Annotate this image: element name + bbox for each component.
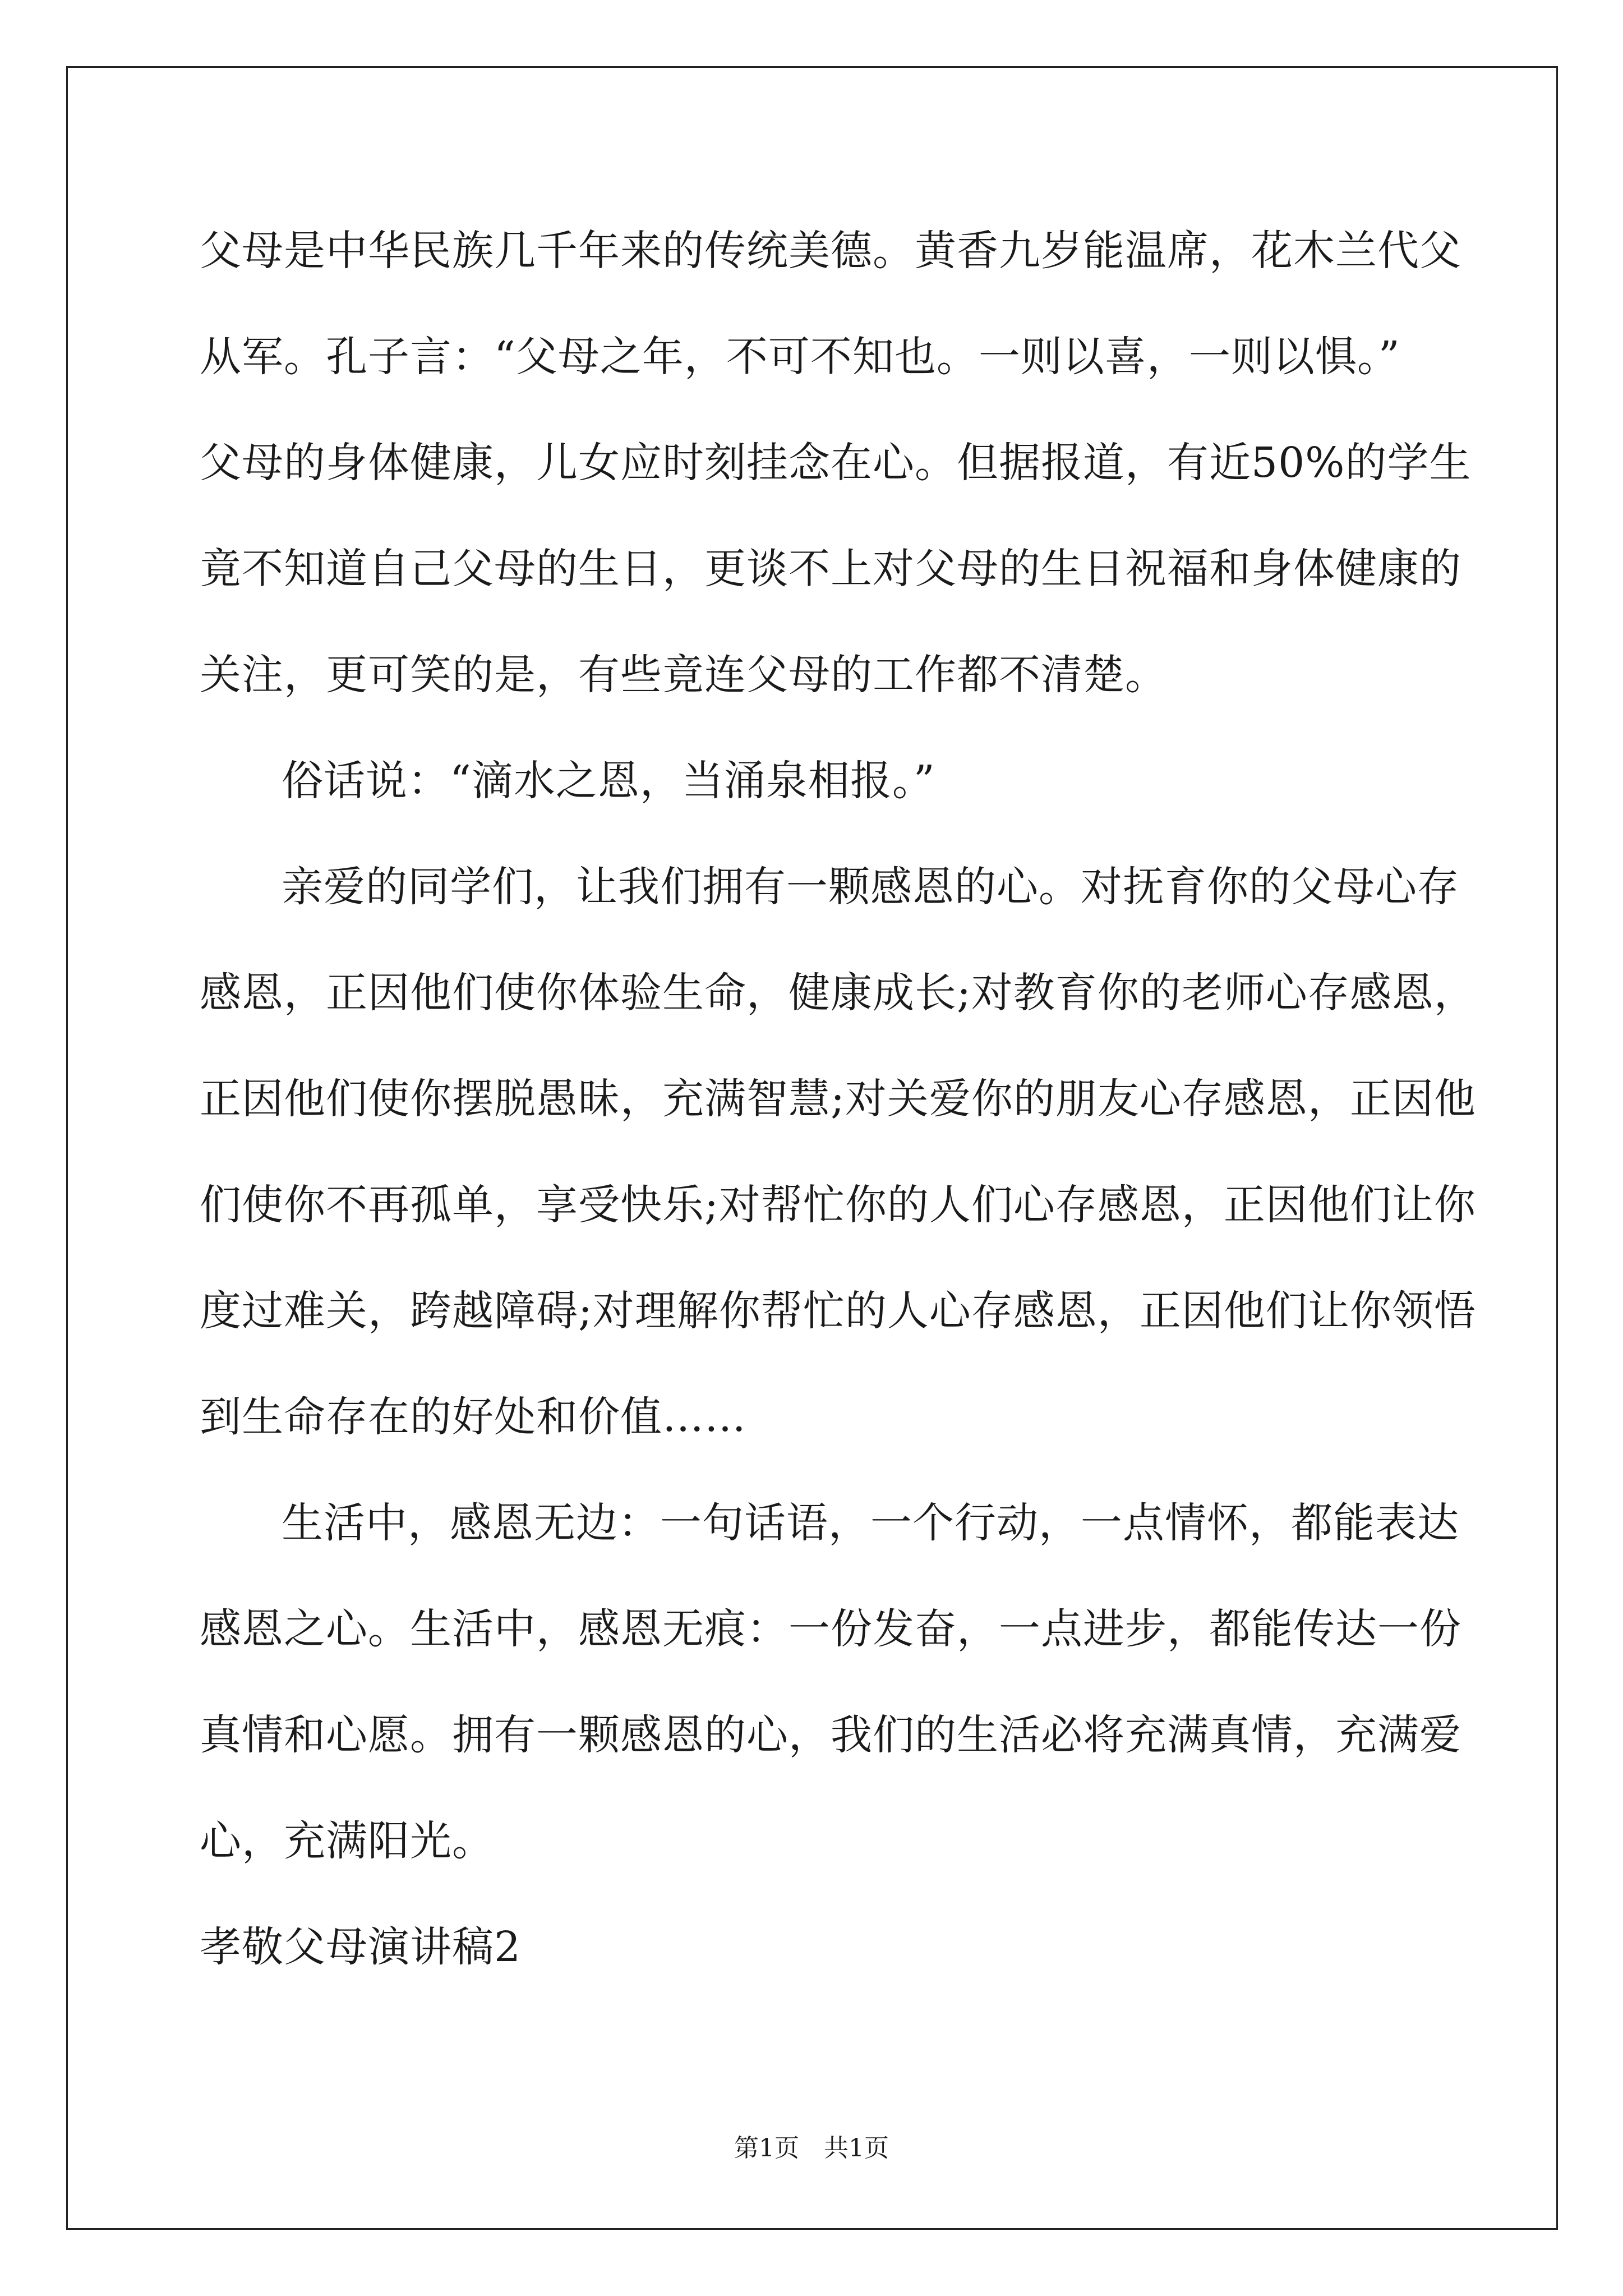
page-frame (66, 66, 1558, 2230)
text-line-11: 度过难关，跨越障碍;对理解你帮忙的人心存感恩，正因他们让你领悟 (200, 1287, 1476, 1335)
text-line-12: 到生命存在的好处和价值…… (200, 1393, 746, 1441)
section-title: 孝敬父母演讲稿2 (200, 1923, 522, 1971)
text-line-7: 亲爱的同学们，让我们拥有一颗感恩的心。对抚育你的父母心存 (282, 863, 1459, 911)
text-line-16: 心，充满阳光。 (200, 1817, 494, 1865)
text-line-10: 们使你不再孤单，享受快乐;对帮忙你的人们心存感恩，正因他们让你 (200, 1181, 1476, 1229)
text-line-15: 真情和心愿。拥有一颗感恩的心，我们的生活必将充满真情，充满爱 (200, 1711, 1461, 1759)
text-line-6: 俗话说：“滴水之恩，当涌泉相报。” (282, 757, 935, 805)
text-line-3: 父母的身体健康，儿女应时刻挂念在心。但据报道，有近50%的学生 (200, 439, 1472, 487)
text-line-4: 竟不知道自己父母的生日，更谈不上对父母的生日祝福和身体健康的 (200, 545, 1461, 593)
text-line-8: 感恩，正因他们使你体验生命，健康成长;对教育你的老师心存感恩， (200, 969, 1476, 1017)
text-line-2: 从军。孔子言：“父母之年，不可不知也。一则以喜，一则以惧。” (200, 333, 1400, 381)
text-line-9: 正因他们使你摆脱愚昧，充满智慧;对关爱你的朋友心存感恩，正因他 (200, 1075, 1476, 1123)
text-line-14: 感恩之心。生活中，感恩无痕：一份发奋，一点进步，都能传达一份 (200, 1605, 1461, 1653)
text-line-13: 生活中，感恩无边：一句话语，一个行动，一点情怀，都能表达 (282, 1499, 1459, 1547)
text-line-1: 父母是中华民族几千年来的传统美德。黄香九岁能温席，花木兰代父 (200, 227, 1461, 275)
page-footer: 第1页 共1页 (734, 2134, 889, 2162)
text-line-5: 关注，更可笑的是，有些竟连父母的工作都不清楚。 (200, 651, 1167, 699)
